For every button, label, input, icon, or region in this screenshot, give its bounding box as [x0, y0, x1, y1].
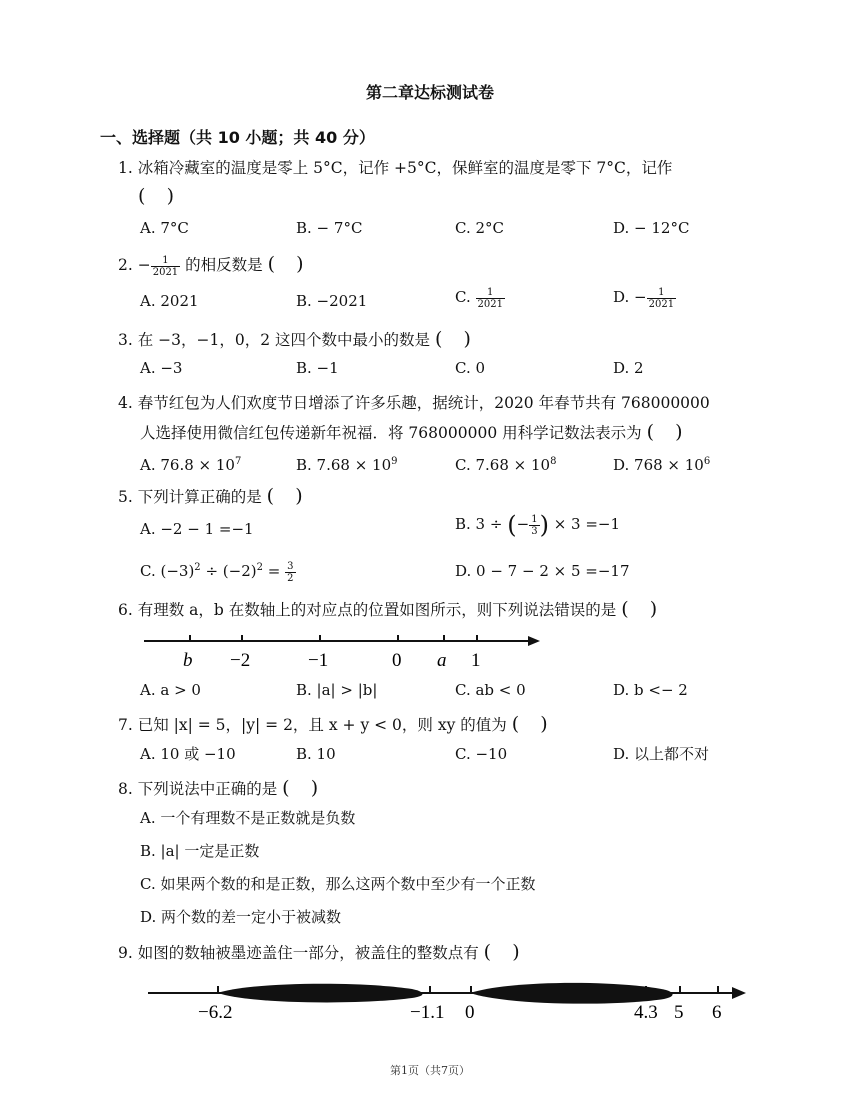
option-a: A. −3 [140, 359, 183, 377]
option-a: A. 一个有理数不是正数就是负数 [140, 809, 356, 827]
option-c: C. 2°C [455, 219, 504, 237]
label-4-3: 4.3 [634, 1002, 658, 1023]
label-6: 6 [712, 1002, 722, 1023]
option-c: C. 如果两个数的和是正数，那么这两个数中至少有一个正数 [140, 875, 536, 893]
question-7-stem: 7. 已知 |x| = 5，|y| = 2，且 x + y < 0，则 xy 的值为 ( ) [118, 713, 548, 735]
option-d: D. − 12°C [613, 219, 690, 237]
option-a: A. 2021 [140, 292, 199, 310]
option-d: D. 两个数的差一定小于被减数 [140, 908, 342, 926]
section-heading: 一、选择题（共 10 小题；共 40 分） [100, 128, 375, 147]
option-d: D. $768 \times 10^6$ [613, 456, 711, 474]
label-neg1: −1 [308, 650, 329, 671]
option-b: B. $7.68 \times 10^9$ [296, 456, 398, 474]
option-b: B. −2021 [296, 292, 368, 310]
label-a: a [437, 650, 447, 671]
question-2-stem: 2. − $\frac{1}{2021}$ 的相反数是 ( ) [118, 253, 304, 278]
option-b: B. 3 ÷ (− $\frac{1}{3}$ ) × 3 =−1 [455, 511, 621, 539]
label-0: 0 [465, 1002, 475, 1023]
option-a: A. 7°C [140, 219, 189, 237]
option-c: C. $(-3)^2 \div (-2)^2$ = $\frac{3}{2}$ [140, 560, 294, 584]
ink-blot-right [470, 983, 673, 1004]
number-line-figure [140, 628, 550, 674]
option-b: B. |a| > |b| [296, 681, 378, 699]
option-a: A. $76.8 \times 10^7$ [140, 456, 242, 474]
option-d: D. 2 [613, 359, 644, 377]
label-1: 1 [471, 650, 481, 671]
label-neg6-2: −6.2 [198, 1002, 233, 1023]
question-4-stem-line2: 人选择使用微信红包传递新年祝福．将 768000000 用科学记数法表示为 ( ) [140, 421, 683, 443]
option-b: B. 10 [296, 745, 336, 763]
option-c: C. 0 [455, 359, 486, 377]
page-footer: 第1页（共7页） [390, 1064, 470, 1077]
label-b: b [183, 650, 193, 671]
question-4-stem-line1: 4. 春节红包为人们欢度节日增添了许多乐趣，据统计，2020 年春节共有 768000000 [118, 394, 710, 412]
ink-number-line-figure [140, 976, 755, 1026]
ink-blot-left [218, 984, 423, 1003]
option-d: D. 以上都不对 [613, 745, 710, 763]
option-b: B. |a| 一定是正数 [140, 842, 260, 860]
answer-blank: ( ) [138, 185, 174, 207]
option-b: B. − 7°C [296, 219, 363, 237]
label-neg2: −2 [230, 650, 251, 671]
label-5: 5 [674, 1002, 684, 1023]
option-c: C. −10 [455, 745, 508, 763]
option-d: D. 0 − 7 − 2 × 5 =−17 [455, 562, 630, 580]
option-b: B. −1 [296, 359, 339, 377]
question-5-stem: 5. 下列计算正确的是 ( ) [118, 485, 303, 507]
option-a: A. −2 − 1 =−1 [140, 520, 254, 538]
question-6-stem: 6. 有理数 a，b 在数轴上的对应点的位置如图所示，则下列说法错误的是 ( ) [118, 598, 658, 620]
option-c: C. $7.68 \times 10^8$ [455, 456, 557, 474]
axis-arrow [732, 987, 746, 999]
question-1-stem: 1. 冰箱冷藏室的温度是零上 5°C，记作 +5°C，保鲜室的温度是零下 7°C，记作 [118, 159, 673, 177]
label-0: 0 [392, 650, 402, 671]
page-title: 第二章达标测试卷 [365, 83, 494, 102]
label-neg1-1: −1.1 [410, 1002, 445, 1023]
option-c: C. ab < 0 [455, 681, 526, 699]
option-a: A. 10 或 −10 [140, 745, 236, 763]
question-8-stem: 8. 下列说法中正确的是 ( ) [118, 777, 319, 799]
question-3-stem: 3. 在 −3，−1，0，2 这四个数中最小的数是 ( ) [118, 328, 471, 350]
question-9-stem: 9. 如图的数轴被墨迹盖住一部分，被盖住的整数点有 ( ) [118, 941, 520, 963]
option-d: D. − $\frac{1}{2021}$ [613, 286, 675, 310]
option-a: A. a > 0 [140, 681, 201, 699]
option-c: C. $\frac{1}{2021}$ [455, 286, 503, 310]
axis-arrow [528, 636, 540, 646]
option-d: D. b <− 2 [613, 681, 688, 699]
